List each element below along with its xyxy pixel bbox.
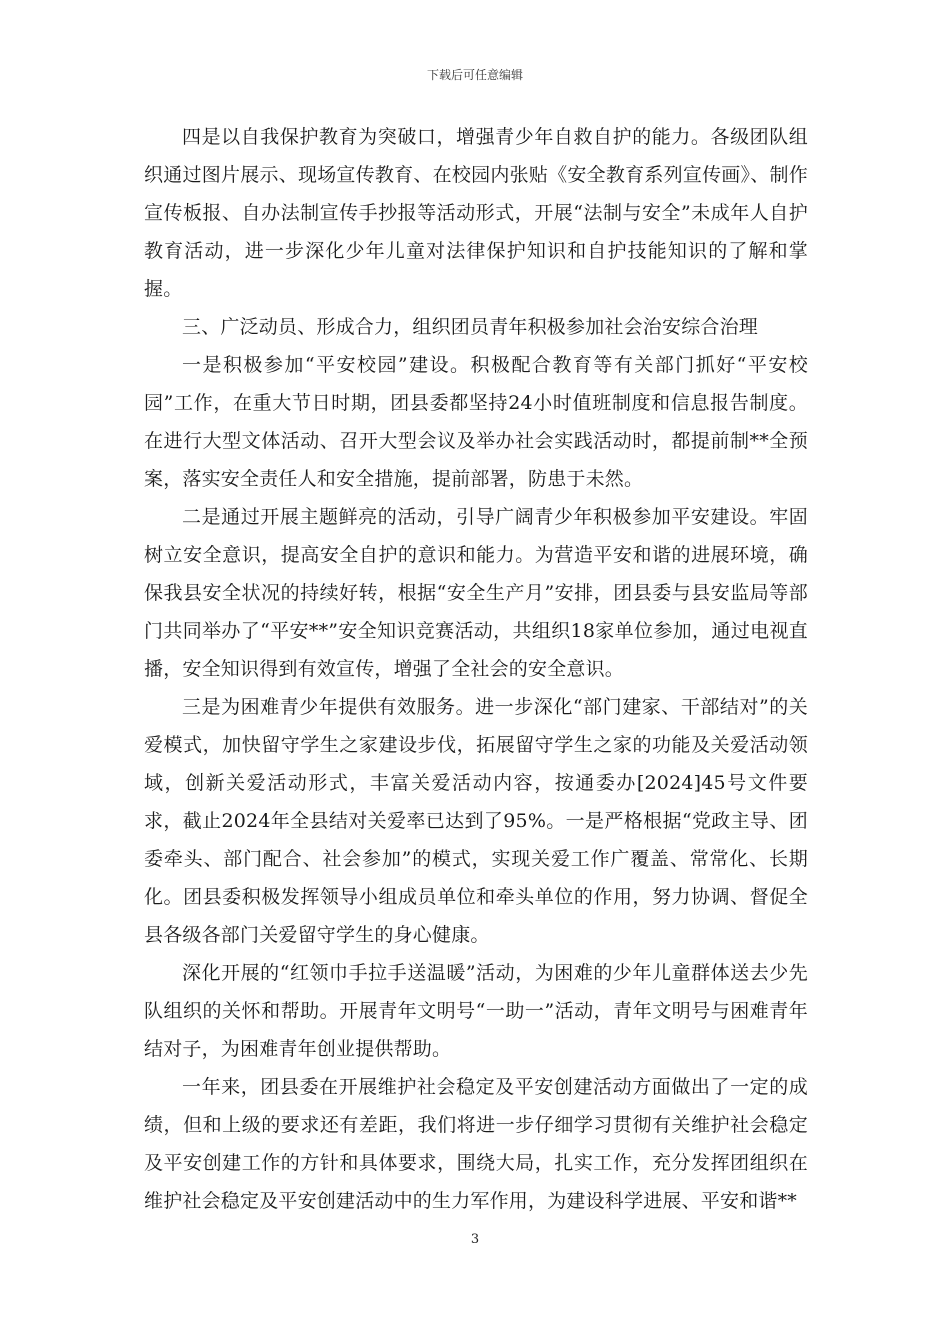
- paragraph-theme-activities: 二是通过开展主题鲜亮的活动，引导广阔青少年积极参加平安建设。牢固树立安全意识，提高安全自护的意识和能力。为营造平安和谐的进展环境，确保我县安全状况的持续好转，根据“安全生产月”安排，团县委与县安监局等部门共同举办了“平安**”安全知识竞赛活动，共组织18家单位参加，通过电视直播，安全知识得到有效宣传，增强了全社会的安全意识。: [144, 506, 808, 680]
- page-number: 3: [470, 1232, 480, 1247]
- section-heading-3: 三、广泛动员、形成合力，组织团员青年积极参加社会治安综合治理: [182, 316, 759, 338]
- page-header-note: 下载后可任意编辑: [426, 68, 523, 82]
- paragraph-annual-summary: 一年来，团县委在开展维护社会稳定及平安创建活动方面做出了一定的成绩，但和上级的要求还有差距，我们将进一步仔细学习贯彻有关维护社会稳定及平安创建工作的方针和具体要求，围绕大局，扎实工作，充分发挥团组织在维护社会稳定及平安创建活动中的生力军作用，为建设科学进展、平安和谐**: [144, 1076, 808, 1212]
- paragraph-self-protection-education: 四是以自我保护教育为突破口，增强青少年自救自护的能力。各级团队组织通过图片展示、现场宣传教育、在校园内张贴《安全教育系列宣传画》、制作宣传板报、自办法制宣传手抄报等活动形式，开展“法制与安全”未成年人自护教育活动，进一步深化少年儿童对法律保护知识和自护技能知识的了解和掌握。: [144, 126, 808, 300]
- paragraph-safe-campus: 一是积极参加“平安校园”建设。积极配合教育等有关部门抓好“平安校园”工作，在重大节日时期，团县委都坚持24小时值班制度和信息报告制度。在进行大型文体活动、召开大型会议及举办社会实践活动时，都提前制**全预案，落实安全责任人和安全措施，提前部署，防患于未然。: [144, 354, 808, 490]
- paragraph-red-scarf-activity: 深化开展的“红领巾手拉手送温暖”活动，为困难的少年儿童群体送去少先队组织的关怀和帮助。开展青年文明号“一助一”活动，青年文明号与困难青年结对子，为困难青年创业提供帮助。: [144, 962, 808, 1060]
- document-body: [144, 118, 808, 1220]
- paragraph-services-for-youth: 三是为困难青少年提供有效服务。进一步深化“部门建家、干部结对”的关爱模式，加快留守学生之家建设步伐，拓展留守学生之家的功能及关爱活动领域，创新关爱活动形式，丰富关爱活动内容，按通委办[2024]45号文件要求，截止2024年全县结对关爱率已达到了95%。一是严格根据“党政主导、团委牵头、部门配合、社会参加”的模式，实现关爱工作广覆盖、常常化、长期化。团县委积极发挥领导小组成员单位和牵头单位的作用，努力协调、督促全县各级各部门关爱留守学生的身心健康。: [144, 696, 808, 946]
